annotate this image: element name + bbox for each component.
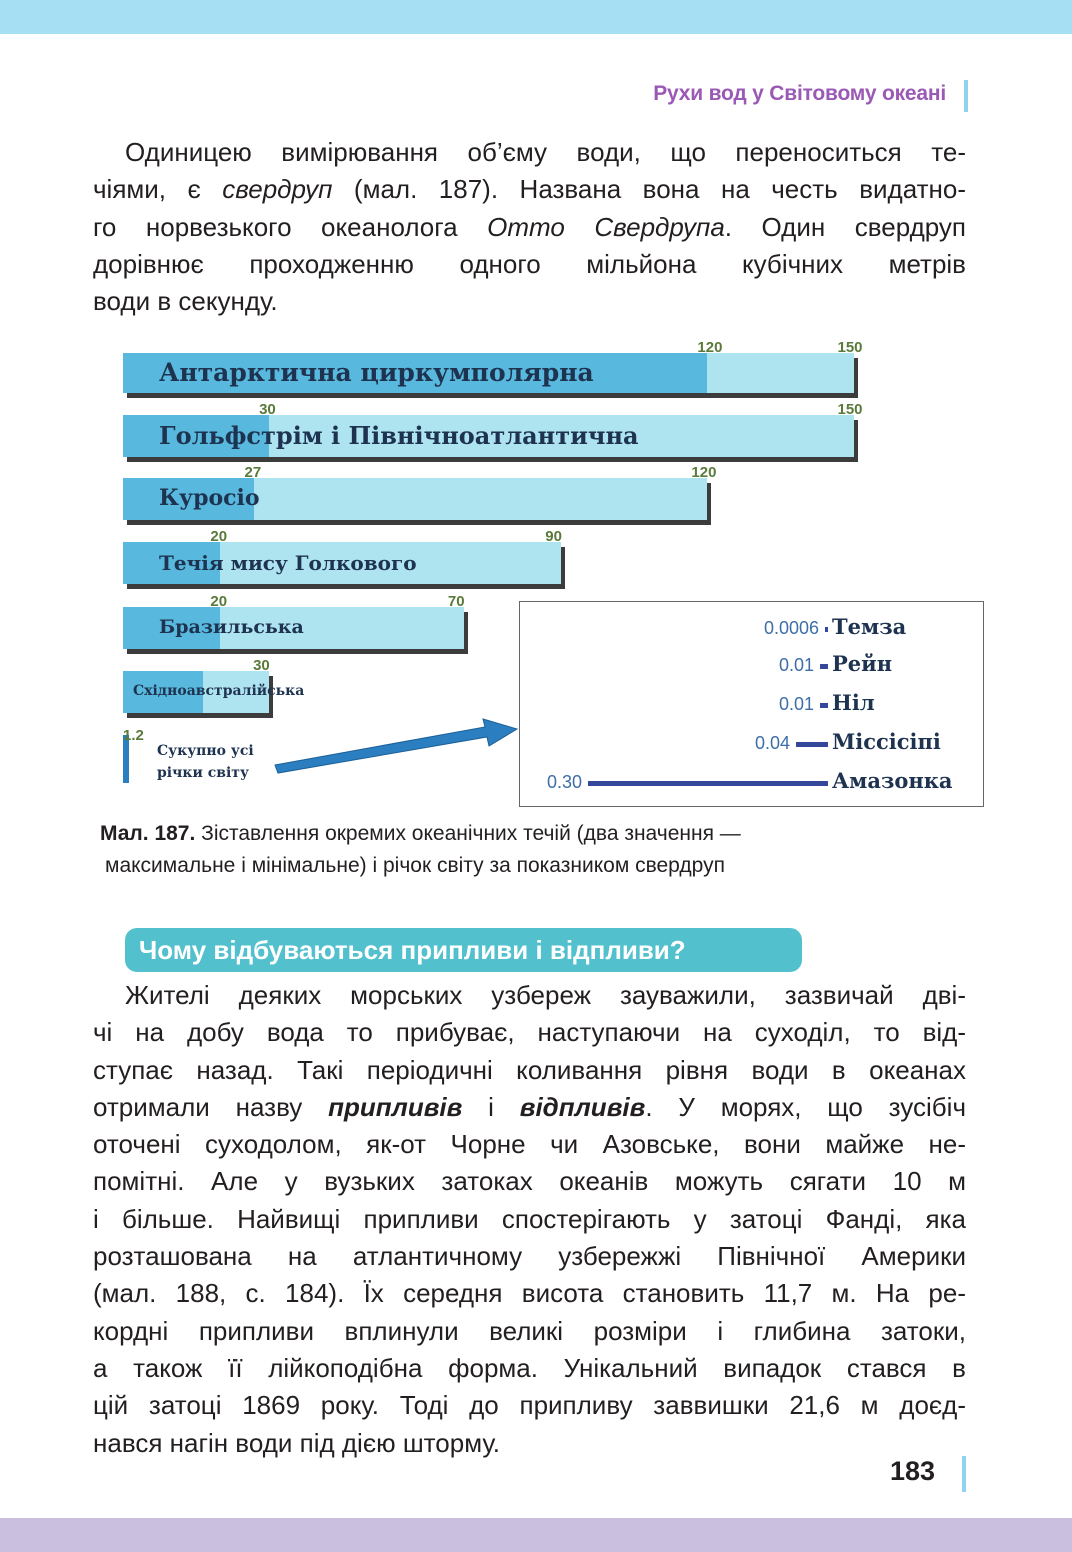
- river-value: 0.0006: [763, 618, 819, 638]
- river-value: 0.30: [546, 772, 582, 792]
- current-label: Течія мису Голкового: [159, 550, 417, 575]
- tides-line: розташована на атлантичному узбережжі Північної Америки: [93, 1241, 966, 1272]
- tides-paragraph: [93, 977, 966, 1462]
- running-title: Рухи вод у Світовому океані: [653, 82, 946, 105]
- intro-line: Одиницею вимірювання об’єму води, що переноситься те-: [125, 137, 966, 167]
- current-min-value: 20: [210, 593, 228, 610]
- intro-paragraph: [93, 134, 966, 320]
- tides-line: цій затоці 1869 року. Тоді до припливу заввишки 21,6 м доєд-: [93, 1390, 966, 1421]
- tides-line: (мал. 188, с. 184). Їх середня висота становить 11,7 м. На ре-: [93, 1278, 966, 1309]
- current-max-value: 90: [545, 528, 562, 545]
- current-label: Бразильська: [159, 616, 304, 639]
- river-value: 0.01: [778, 694, 814, 714]
- rivers-total-label-2: річки світу: [157, 765, 249, 781]
- river-bar: [820, 703, 828, 708]
- intro-line: води в секунду.: [93, 286, 278, 317]
- river-bar: [825, 627, 828, 632]
- river-name: Рейн: [832, 651, 893, 676]
- caption-line: [100, 822, 741, 845]
- current-max-value: 120: [691, 464, 717, 481]
- top-color-band: [0, 0, 1072, 34]
- current-max-value: 150: [837, 339, 863, 356]
- page-number: 183: [890, 1456, 936, 1486]
- current-label: Куросіо: [159, 485, 260, 512]
- river-bar: [820, 664, 828, 669]
- river-name: Ніл: [832, 690, 875, 715]
- current-label: Антарктична циркумполярна: [159, 357, 594, 387]
- intro-line: [93, 209, 966, 246]
- river-bar: [796, 742, 828, 747]
- figure-caption: [100, 818, 960, 882]
- intro-line-text: го норвезького океанолога Отто Свердрупа. Один свердруп: [93, 211, 966, 242]
- tides-line: ступає назад. Такі періодичні коливання рівня води в океанах: [93, 1054, 966, 1085]
- current-min-value: 27: [244, 464, 262, 481]
- rivers-total-label: Сукупно усі: [157, 743, 254, 759]
- intro-line-text: чіями, є свердруп (мал. 187). Названа вона на честь видатно-: [93, 174, 966, 205]
- river-bar: [588, 781, 828, 786]
- tides-line: і більше. Найвищі припливи спостерігають у затоці Фанді, яка: [93, 1203, 966, 1234]
- section-heading: Чому відбуваються припливи і відпливи?: [125, 928, 802, 972]
- tides-line: нався нагін води під дією шторму.: [93, 1427, 500, 1458]
- tides-line: а також її лійкоподібна форма. Унікальний випадок стався в: [93, 1352, 966, 1383]
- current-min-value: 30: [259, 401, 276, 418]
- current-label: Гольфстрім і Північноатлантична: [159, 421, 639, 451]
- river-name: Амазонка: [832, 768, 953, 793]
- current-min-value: 20: [210, 528, 228, 545]
- river-name: Темза: [832, 614, 907, 639]
- rivers-total-value: 1.2: [123, 727, 144, 744]
- bottom-color-band: [0, 1518, 1072, 1552]
- tides-line: кордні припливи вплинули великі розміри і глибина затоки,: [93, 1315, 966, 1346]
- caption-text: Зіставлення окремих океанічних течій (два значення —: [195, 822, 741, 845]
- page-number-bar: [962, 1456, 966, 1492]
- current-max-value: 30: [253, 657, 270, 674]
- running-title-bar: [964, 80, 968, 112]
- caption-line-2: максимальне і мінімальне) і річок світу за показником свердруп: [105, 854, 725, 877]
- rivers-inset: [519, 601, 984, 807]
- river-value: 0.01: [778, 655, 814, 675]
- tides-line: отримали назву припливів і відпливів. У морях, що зусібіч: [93, 1091, 966, 1122]
- current-label: Східноавстралійська: [133, 683, 305, 700]
- current-max-value: 70: [447, 593, 465, 610]
- sverdrup-chart: [115, 335, 985, 815]
- intro-line: дорівнює проходженню одного мільйона кубічних метрів: [93, 248, 966, 279]
- rivers-arrow: [275, 719, 517, 773]
- river-value: 0.04: [754, 733, 790, 753]
- caption-label: Мал. 187.: [100, 822, 196, 845]
- tides-line: помітні. Але у вузьких затоках океанів можуть сягати 10 м: [93, 1166, 966, 1197]
- river-name: Міссісіпі: [832, 729, 941, 754]
- tides-line: Жителі деяких морських узбереж зауважили, зазвичай дві-: [125, 980, 966, 1010]
- intro-line: [93, 171, 966, 208]
- tides-line: оточені суходолом, як-от Чорне чи Азовське, вони майже не-: [93, 1129, 966, 1160]
- current-max-value: 150: [837, 401, 863, 418]
- current-min-value: 120: [697, 339, 723, 356]
- tides-line: чі на добу вода то прибуває, наступаючи на суходіл, то від-: [93, 1017, 966, 1048]
